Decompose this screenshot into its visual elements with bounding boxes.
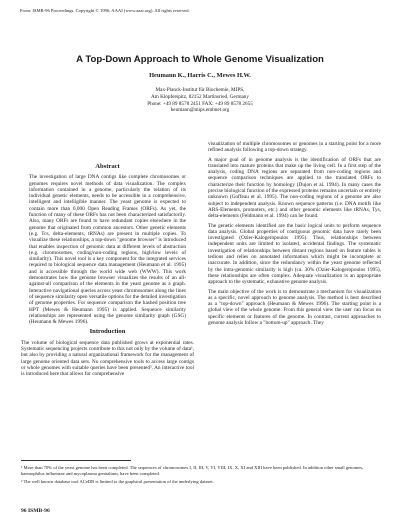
page-folio: 96 ISMB-96 xyxy=(21,508,50,514)
affiliation-line: Am Klopferspitz, 82152 Martinsried, Germany xyxy=(151,93,249,100)
affiliation-email: heumann@mips.embnet.org xyxy=(170,107,230,114)
abstract-text: The investigation of large DNA contigs like complete chromosomes or genomes requires novel methods of data visualization. The complex information contained in a genome, particularly the relation of its individual genetic elements, needs to be accessible in a comprehensive, intelligent and intelligible manner. The yeast genome is expected to contain more than 6,000 Open Reading Frames (ORFs). As yet, the function of many of these ORFs has not been characterized satisfactorily. Also, many ORFs are found to have redundant copies elsewhere in the genome that originated from common ancestors. Other genetic elements (e.g. Tcs, delta-elements, tRNAs) are present in multiple copies. To visualize these relationships, a top-down "genome browser" is introduced that enables inspection of genomic data at different levels of abstraction (e.g. chromosomes, coding/non-coding regions, high/low levels of similarity). This novel tool is a key component for the integrated services required to biological sequence data management (Heumann et al. 1995) and is accessible through the world wide web (WWW). This work demonstrates how the genome browser visualizes the results of an all-against-all comparison of the elements in the yeast genome as a graph. Interactive navigational queries across yeast chromosomes along the lines of sequence similarity open versatile options for the detailed investigation of genome properties. For sequence comparison the hashed position tree HPT (Mewes & Heumann 1995) is applied. Sequence similarity relationships are represented using the genome similarity graph (GSG) (Heumann & Mewes 1996). xyxy=(29,174,186,326)
affiliation-line: Max-Planck-Institut für Biochemie, MIPS, xyxy=(155,87,245,93)
paragraph: The main objective of the work is to demonstrate a mechanism for visualization as a specific, novel approach to genome analysis. The method is best described as a "top-down" approach (Heumann & Mewes 1996). The starting point is a global view of the whole genome. From this general view the user can focus on specific elements or features of the genome. In contrast, current approaches to genome analysis follow a "bottom-up" approach. They xyxy=(208,288,381,327)
paper-title: A Top-Down Approach to Whole Genome Visualization xyxy=(76,54,324,65)
footnote: ¹ More than 70% of the yeast genome has been completed. The sequences of chromosomes I, II, III, V, VI, VIII, IX, X, XI and XIII have been published. In addition other small genomes, haemophilus influenzae and mycoplasma genitalium, have been completed. xyxy=(21,465,364,476)
footnotes xyxy=(21,465,381,486)
paragraph: A major goal of in genome analysis is the identification of ORFs that are translated into mature proteins that make up the living cell. In a first step of the analysis, coding DNA regions are separated from non-coding regions and sequence comparison techniques are applied to the translated ORFs to characterize their function by homology (Dujon et al. 1994). In many cases the precise biological function of the expressed proteins remains uncertain or entirely unknown (Goffeau et al. 1995). The non-coding regions of a genome are also subject to independent analysis. Known sequence patterns (i.e. DNA motifs like ARS-Elements, promoters, etc.) and other genomic elements like tRNAs, Tys, delta-elements (Feldmann et al. 1994) can be found. xyxy=(208,156,381,220)
abstract-heading: Abstract xyxy=(95,163,120,170)
authors: Heumann K., Harris C., Mewes H.W. xyxy=(149,72,251,79)
right-column xyxy=(208,141,381,329)
paragraph: The genetic elements identified are the basic logical units to perform sequence data analysis. Global properties of contiguous genomic data have rarely been investigated (Ozier-Kalogeropoulos 1995). Thus, relationships between independent units are limited to isolated, accidental findings. The systematic investigation of relationships between distant regions based on feature tables is tedious and relies on annotated information which might be incomplete or inaccurate. In addition, since the redundancy within the yeast genome reflected by the intra-genomic similarity is high (ca. 30% (Ozier-Kalogeropoulos 1995), these relationships are often complex. Adequate visualization is an appropriate approach to the systematic, exhaustive genome analysis. xyxy=(208,222,381,286)
footnote-rule xyxy=(21,460,131,461)
introduction-text: The volume of biological sequence data published grows at exponential rates. Systematic sequencing projects contribute to this not only by the volume of data¹, but also by providing a natural organizational framework for the management of large genome oriented data sets. No comprehensive tools to access large contigs or whole genomes with suitable queries have been presented². An interactive tool is introduced here that allows for comprehensive xyxy=(21,339,194,378)
copyright-header: From: ISMB-96 Proceedings. Copyright © 1996, AAAI (www.aaai.org). All rights reserved. xyxy=(20,8,190,13)
left-column xyxy=(21,163,194,381)
footnote: ² The well known database tool ACeDB is limited to the graphical presentation of the underlying dataset. xyxy=(21,478,214,484)
affiliation-line: Phone: +49 89 8578 2451 FAX: +49 89 8578 2655 xyxy=(147,100,253,107)
introduction-heading: Introduction xyxy=(89,328,126,336)
paragraph: visualization of multiple chromosomes or genomes in a starting point for a more refined analysis following a top-down strategy. xyxy=(208,141,381,154)
affiliation xyxy=(0,87,400,114)
